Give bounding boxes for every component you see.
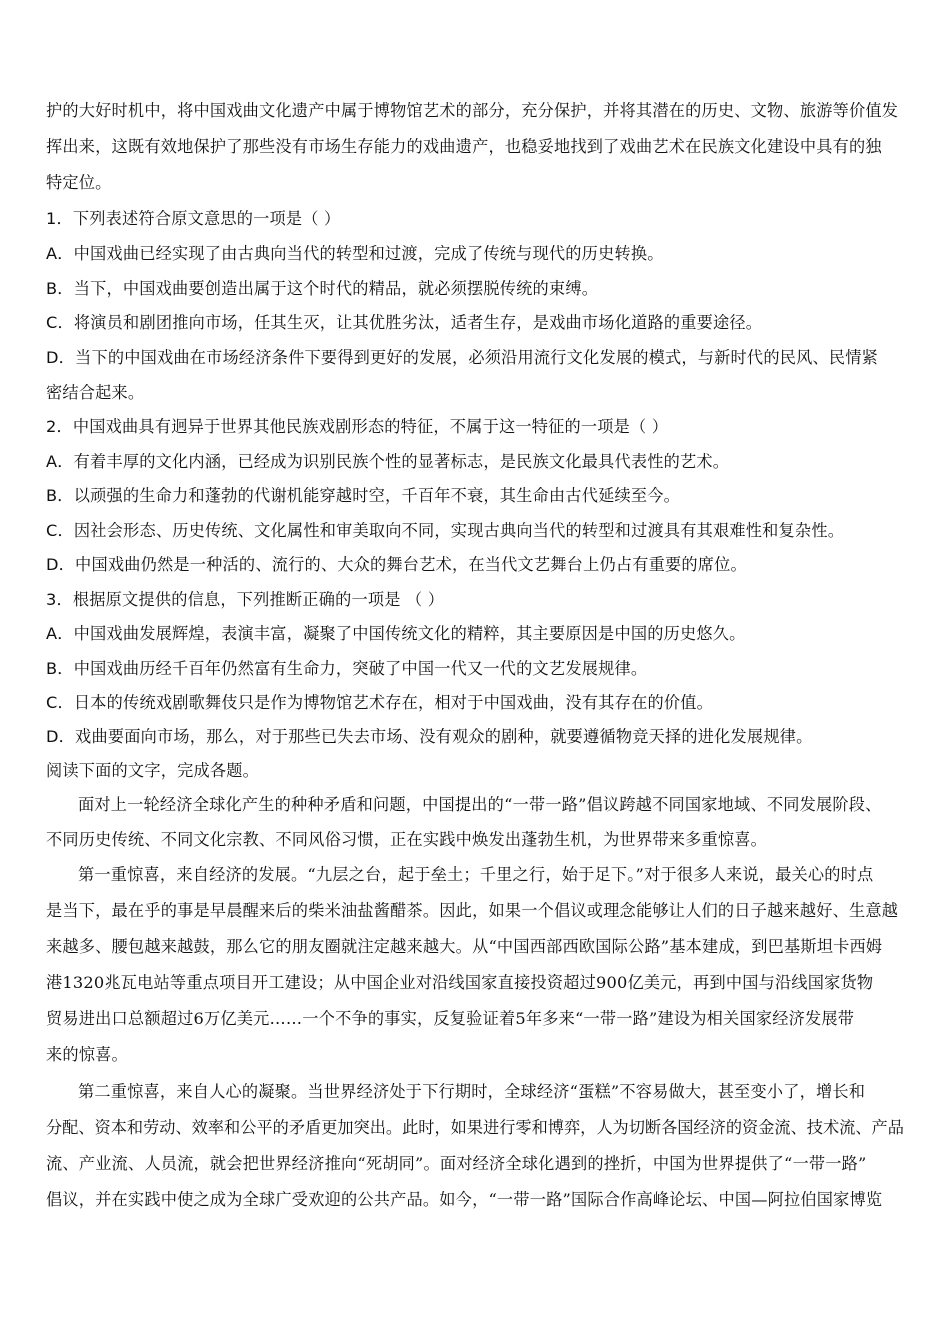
passage2-paragraph-2-line: 贸易进出口总额超过6万亿美元……一个不争的事实，反复验证着5年多来“一带一路”建设为相关国家经济发展带: [46, 1009, 855, 1028]
passage2-paragraph-1-line: 面对上一轮经济全球化产生的种种矛盾和问题，中国提出的“一带一路”倡议跨越不同国家地域、不同发展阶段、: [78, 795, 882, 814]
passage1-line: 护的大好时机中，将中国戏曲文化遗产中属于博物馆艺术的部分，充分保护，并将其潜在的历史、文物、旅游等价值发: [46, 101, 899, 120]
question-3-option-c: C．日本的传统戏剧歌舞伎只是作为博物馆艺术存在，相对于中国戏曲，没有其存在的价值。: [46, 693, 713, 712]
passage2-paragraph-3-line: 分配、资本和劳动、效率和公平的矛盾更加突出。此时，如果进行零和博弈，人为切断各国经济的资金流、技术流、产品: [46, 1118, 904, 1137]
question-3-option-d: D．戏曲要面向市场，那么，对于那些已失去市场、没有观众的剧种，就要遵循物竞天择的进化发展规律。: [46, 727, 813, 746]
question-3-option-a: A．中国戏曲发展辉煌，表演丰富，凝聚了中国传统文化的精粹，其主要原因是中国的历史悠久。: [46, 624, 746, 643]
question-2-option-b: B．以顽强的生命力和蓬勃的代谢机能穿越时空，千百年不衰，其生命由古代延续至今。: [46, 486, 681, 505]
reading-instruction: 阅读下面的文字，完成各题。: [46, 761, 260, 780]
passage2-paragraph-3-line: 倡议，并在实践中使之成为全球广受欢迎的公共产品。如今，“一带一路”国际合作高峰论坛、中国—阿拉伯国家博览: [46, 1190, 883, 1209]
question-1-stem: 1．下列表述符合原文意思的一项是（ ）: [46, 209, 341, 228]
question-1-option-b: B．当下，中国戏曲要创造出属于这个时代的精品，就必须摆脱传统的束缚。: [46, 279, 599, 298]
question-2-option-d: D．中国戏曲仍然是一种活的、流行的、大众的舞台艺术，在当代文艺舞台上仍占有重要的席位。: [46, 555, 747, 574]
question-2-option-c: C．因社会形态、历史传统、文化属性和审美取向不同，实现古典向当代的转型和过渡具有其艰难性和复杂性。: [46, 521, 845, 540]
question-1-option-a: A．中国戏曲已经实现了由古典向当代的转型和过渡，完成了传统与现代的历史转换。: [46, 244, 664, 263]
passage2-paragraph-2-line: 港1320兆瓦电站等重点项目开工建设；从中国企业对沿线国家直接投资超过900亿美元，再到中国与沿线国家货物: [46, 973, 874, 992]
passage2-paragraph-2-line: 来越多、腰包越来越鼓，那么它的朋友圈就注定越来越大。从“中国西部西欧国际公路”基本建成，到巴基斯坦卡西姆: [46, 937, 883, 956]
passage2-paragraph-3-line: 流、产业流、人员流，就会把世界经济推向“死胡同”。面对经济全球化遇到的挫折，中国为世界提供了“一带一路”: [46, 1154, 867, 1173]
passage2-paragraph-1-line: 不同历史传统、不同文化宗教、不同风俗习惯，正在实践中焕发出蓬勃生机，为世界带来多重惊喜。: [46, 830, 768, 849]
question-3-option-b: B．中国戏曲历经千百年仍然富有生命力，突破了中国一代又一代的文艺发展规律。: [46, 659, 648, 678]
question-1-option-d-cont: 密结合起来。: [46, 383, 145, 402]
question-1-option-d: D．当下的中国戏曲在市场经济条件下要得到更好的发展，必须沿用流行文化发展的模式，与新时代的民风、民情紧: [46, 348, 879, 367]
question-3-stem: 3．根据原文提供的信息，下列推断正确的一项是 （ ）: [46, 590, 445, 609]
question-2-option-a: A．有着丰厚的文化内涵，已经成为识别民族个性的显著标志，是民族文化最具代表性的艺术。: [46, 452, 730, 471]
question-2-stem: 2．中国戏曲具有迥异于世界其他民族戏剧形态的特征，不属于这一特征的一项是（ ）: [46, 417, 669, 436]
passage2-paragraph-2-line: 来的惊喜。: [46, 1045, 128, 1064]
passage1-line: 特定位。: [46, 173, 112, 192]
passage2-paragraph-2-line: 是当下，最在乎的事是早晨醒来后的柴米油盐酱醋茶。因此，如果一个倡议或理念能够让人们的日子越来越好、生意越: [46, 901, 899, 920]
question-1-option-c: C．将演员和剧团推向市场，任其生灭，让其优胜劣汰，适者生存，是戏曲市场化道路的重要途径。: [46, 313, 763, 332]
passage1-line: 挥出来，这既有效地保护了那些没有市场生存能力的戏曲遗产，也稳妥地找到了戏曲艺术在民族文化建设中具有的独: [46, 137, 882, 156]
passage2-paragraph-3-line: 第二重惊喜，来自人心的凝聚。当世界经济处于下行期时，全球经济“蛋糕”不容易做大，甚至变小了，增长和: [78, 1082, 866, 1101]
passage2-paragraph-2-line: 第一重惊喜，来自经济的发展。“九层之台，起于垒土；千里之行，始于足下。”对于很多人来说，最关心的时点: [78, 865, 874, 884]
